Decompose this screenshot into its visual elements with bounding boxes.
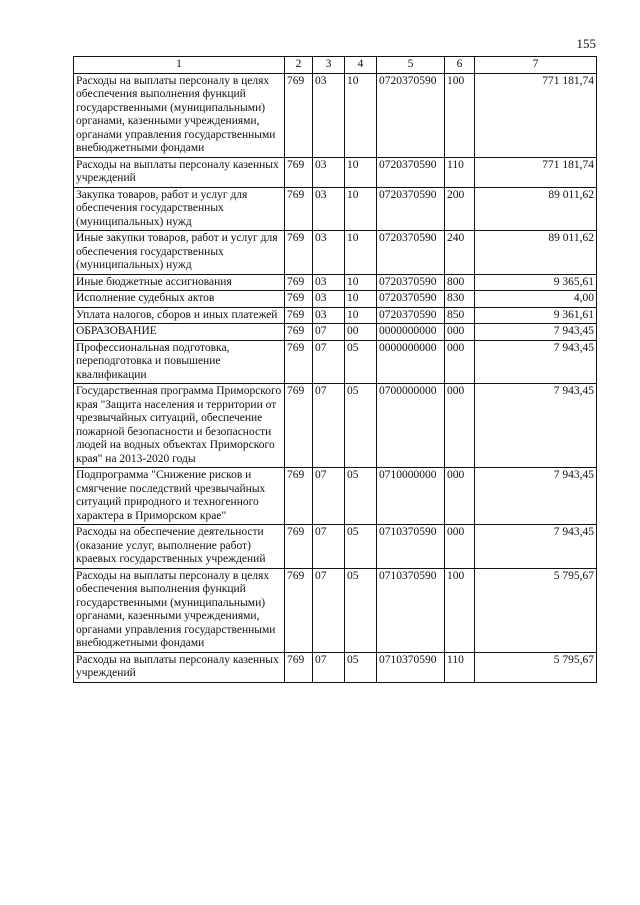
budget-table bbox=[73, 56, 597, 683]
row-expense-type: 110 bbox=[445, 157, 475, 187]
row-ministry: 769 bbox=[285, 340, 313, 384]
row-article: 0720370590 bbox=[377, 73, 445, 157]
row-article: 0700000000 bbox=[377, 384, 445, 468]
row-subsection: 05 bbox=[345, 340, 377, 384]
row-expense-type: 830 bbox=[445, 291, 475, 308]
header-col-7: 7 bbox=[475, 57, 597, 74]
row-subsection: 10 bbox=[345, 73, 377, 157]
row-section: 07 bbox=[313, 468, 345, 525]
row-subsection: 05 bbox=[345, 525, 377, 569]
row-subsection: 10 bbox=[345, 231, 377, 275]
row-article: 0720370590 bbox=[377, 307, 445, 324]
row-ministry: 769 bbox=[285, 384, 313, 468]
row-expense-type: 000 bbox=[445, 340, 475, 384]
row-subsection: 10 bbox=[345, 157, 377, 187]
row-article: 0720370590 bbox=[377, 291, 445, 308]
row-amount: 7 943,45 bbox=[475, 468, 597, 525]
table-row bbox=[74, 187, 597, 231]
row-name: Расходы на выплаты персоналу казенных учреждений bbox=[74, 157, 285, 187]
row-ministry: 769 bbox=[285, 468, 313, 525]
row-subsection: 05 bbox=[345, 568, 377, 652]
row-ministry: 769 bbox=[285, 568, 313, 652]
row-expense-type: 000 bbox=[445, 468, 475, 525]
row-article: 0000000000 bbox=[377, 340, 445, 384]
row-expense-type: 850 bbox=[445, 307, 475, 324]
row-section: 03 bbox=[313, 231, 345, 275]
row-subsection: 00 bbox=[345, 324, 377, 341]
row-section: 07 bbox=[313, 340, 345, 384]
row-expense-type: 110 bbox=[445, 652, 475, 682]
row-name: Исполнение судебных актов bbox=[74, 291, 285, 308]
header-col-5: 5 bbox=[377, 57, 445, 74]
row-section: 07 bbox=[313, 324, 345, 341]
table-row bbox=[74, 291, 597, 308]
row-expense-type: 000 bbox=[445, 384, 475, 468]
header-col-4: 4 bbox=[345, 57, 377, 74]
row-subsection: 05 bbox=[345, 468, 377, 525]
row-name: Уплата налогов, сборов и иных платежей bbox=[74, 307, 285, 324]
row-amount: 9 361,61 bbox=[475, 307, 597, 324]
row-amount: 9 365,61 bbox=[475, 274, 597, 291]
row-section: 03 bbox=[313, 307, 345, 324]
row-name: Расходы на выплаты персоналу казенных учреждений bbox=[74, 652, 285, 682]
row-section: 03 bbox=[313, 291, 345, 308]
row-section: 03 bbox=[313, 187, 345, 231]
row-section: 07 bbox=[313, 525, 345, 569]
row-subsection: 05 bbox=[345, 384, 377, 468]
row-amount: 5 795,67 bbox=[475, 652, 597, 682]
header-col-2: 2 bbox=[285, 57, 313, 74]
table-row bbox=[74, 324, 597, 341]
row-subsection: 10 bbox=[345, 187, 377, 231]
row-expense-type: 200 bbox=[445, 187, 475, 231]
page-number: 155 bbox=[576, 36, 596, 51]
table-row bbox=[74, 340, 597, 384]
row-amount: 89 011,62 bbox=[475, 231, 597, 275]
row-article: 0710370590 bbox=[377, 525, 445, 569]
row-ministry: 769 bbox=[285, 652, 313, 682]
row-section: 07 bbox=[313, 652, 345, 682]
row-expense-type: 100 bbox=[445, 568, 475, 652]
row-section: 03 bbox=[313, 157, 345, 187]
row-ministry: 769 bbox=[285, 291, 313, 308]
header-col-1: 1 bbox=[74, 57, 285, 74]
row-expense-type: 100 bbox=[445, 73, 475, 157]
row-article: 0720370590 bbox=[377, 274, 445, 291]
row-expense-type: 800 bbox=[445, 274, 475, 291]
row-ministry: 769 bbox=[285, 274, 313, 291]
row-article: 0710370590 bbox=[377, 652, 445, 682]
row-ministry: 769 bbox=[285, 324, 313, 341]
row-article: 0720370590 bbox=[377, 157, 445, 187]
row-amount: 7 943,45 bbox=[475, 324, 597, 341]
row-name: Расходы на обеспечение деятельности (оказание услуг, выполнение работ) краевых государственных учреждений bbox=[74, 525, 285, 569]
row-article: 0000000000 bbox=[377, 324, 445, 341]
row-ministry: 769 bbox=[285, 157, 313, 187]
row-article: 0710000000 bbox=[377, 468, 445, 525]
row-expense-type: 240 bbox=[445, 231, 475, 275]
row-ministry: 769 bbox=[285, 525, 313, 569]
row-subsection: 05 bbox=[345, 652, 377, 682]
row-subsection: 10 bbox=[345, 291, 377, 308]
row-name: Расходы на выплаты персоналу в целях обеспечения выполнения функций государственными (муниципальными) органами, казенными учреждениями, органами управления государственными внебюджетными фондами bbox=[74, 568, 285, 652]
row-section: 03 bbox=[313, 73, 345, 157]
row-amount: 771 181,74 bbox=[475, 73, 597, 157]
row-name: Иные бюджетные ассигнования bbox=[74, 274, 285, 291]
row-name: Государственная программа Приморского края "Защита населения и территории от чрезвычайных ситуаций, обеспечение пожарной безопасности и безопасности людей на водных объектах Приморского края" на 2013-2020 годы bbox=[74, 384, 285, 468]
table-row bbox=[74, 307, 597, 324]
row-ministry: 769 bbox=[285, 187, 313, 231]
row-ministry: 769 bbox=[285, 73, 313, 157]
table-row bbox=[74, 231, 597, 275]
row-subsection: 10 bbox=[345, 307, 377, 324]
table-row bbox=[74, 568, 597, 652]
row-name: Профессиональная подготовка, переподготовка и повышение квалификации bbox=[74, 340, 285, 384]
header-col-3: 3 bbox=[313, 57, 345, 74]
row-ministry: 769 bbox=[285, 307, 313, 324]
row-article: 0710370590 bbox=[377, 568, 445, 652]
row-amount: 7 943,45 bbox=[475, 384, 597, 468]
row-name: ОБРАЗОВАНИЕ bbox=[74, 324, 285, 341]
row-section: 07 bbox=[313, 568, 345, 652]
row-ministry: 769 bbox=[285, 231, 313, 275]
table-row bbox=[74, 274, 597, 291]
table-row bbox=[74, 468, 597, 525]
row-expense-type: 000 bbox=[445, 525, 475, 569]
table-row bbox=[74, 73, 597, 157]
row-amount: 5 795,67 bbox=[475, 568, 597, 652]
row-name: Иные закупки товаров, работ и услуг для обеспечения государственных (муниципальных) нужд bbox=[74, 231, 285, 275]
header-col-6: 6 bbox=[445, 57, 475, 74]
row-amount: 89 011,62 bbox=[475, 187, 597, 231]
row-article: 0720370590 bbox=[377, 187, 445, 231]
row-amount: 7 943,45 bbox=[475, 525, 597, 569]
row-subsection: 10 bbox=[345, 274, 377, 291]
table-row bbox=[74, 157, 597, 187]
row-amount: 7 943,45 bbox=[475, 340, 597, 384]
row-section: 03 bbox=[313, 274, 345, 291]
table-row bbox=[74, 384, 597, 468]
row-name: Подпрограмма "Снижение рисков и смягчение последствий чрезвычайных ситуаций природного и техногенного характера в Приморском крае" bbox=[74, 468, 285, 525]
row-name: Расходы на выплаты персоналу в целях обеспечения выполнения функций государственными (муниципальными) органами, казенными учреждениями, органами управления государственными внебюджетными фондами bbox=[74, 73, 285, 157]
row-name: Закупка товаров, работ и услуг для обеспечения государственных (муниципальных) нужд bbox=[74, 187, 285, 231]
row-amount: 4,00 bbox=[475, 291, 597, 308]
table-row bbox=[74, 525, 597, 569]
table-row bbox=[74, 652, 597, 682]
row-amount: 771 181,74 bbox=[475, 157, 597, 187]
row-section: 07 bbox=[313, 384, 345, 468]
row-expense-type: 000 bbox=[445, 324, 475, 341]
row-article: 0720370590 bbox=[377, 231, 445, 275]
table-header-row bbox=[74, 57, 597, 74]
